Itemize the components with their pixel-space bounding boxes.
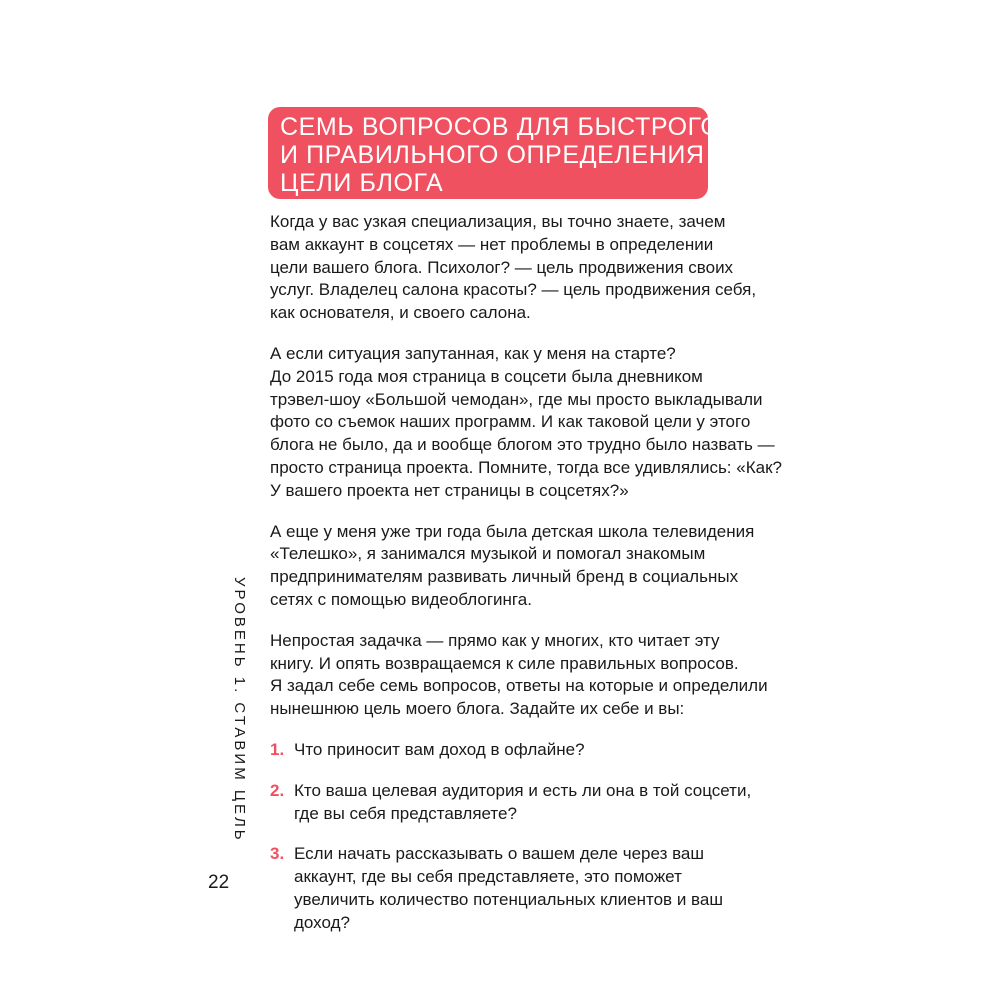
text-line: блога не было, да и вообще блогом это трудно было назвать — xyxy=(270,435,775,455)
text-line: Я задал себе семь вопросов, ответы на которые и определили xyxy=(270,676,768,696)
list-item xyxy=(270,843,790,934)
list-item xyxy=(270,739,790,762)
text-line: просто страница проекта. Помните, тогда все удивлялись: «Как? xyxy=(270,457,782,477)
list-number: 1. xyxy=(270,739,285,759)
text-line: «Телешко», я занимался музыкой и помогал знакомым xyxy=(270,544,706,564)
text-line: У вашего проекта нет страницы в соцсетях?» xyxy=(270,480,629,500)
body-text xyxy=(270,211,790,953)
text-line: сетях с помощью видеоблогинга. xyxy=(270,589,532,609)
text-line: предпринимателям развивать личный бренд в социальных xyxy=(270,567,739,587)
heading-line: И ПРАВИЛЬНОГО ОПРЕДЕЛЕНИЯ xyxy=(280,141,705,169)
paragraph-school xyxy=(270,521,790,612)
text-line: Непростая задачка — прямо как у многих, кто читает эту xyxy=(270,630,720,650)
text-line: доход? xyxy=(294,912,350,932)
paragraph-questions-intro xyxy=(270,630,790,721)
section-heading xyxy=(268,107,721,199)
text-line: трэвел-шоу «Большой чемодан», где мы просто выкладывали xyxy=(270,389,763,409)
text-line: Когда у вас узкая специализация, вы точно знаете, зачем xyxy=(270,212,726,231)
list-item xyxy=(270,780,790,826)
list-number: 2. xyxy=(270,780,285,800)
text-line: увеличить количество потенциальных клиентов и ваш xyxy=(294,889,723,909)
page-number: 22 xyxy=(208,872,230,893)
list-number: 3. xyxy=(270,844,285,864)
text-line: Кто ваша целевая аудитория и есть ли она в той соцсети, xyxy=(294,780,752,800)
text-line: А еще у меня уже три года была детская школа телевидения xyxy=(270,521,755,541)
heading-line: СЕМЬ ВОПРОСОВ ДЛЯ БЫСТРОГО xyxy=(280,113,721,141)
text-line: Если начать рассказывать о вашем деле через ваш xyxy=(294,844,705,864)
text-line: А если ситуация запутанная, как у меня на старте? xyxy=(270,343,676,363)
heading-line: ЦЕЛИ БЛОГА xyxy=(280,169,444,197)
paragraph-story xyxy=(270,343,790,503)
text-line: Что приносит вам доход в офлайне? xyxy=(294,739,585,759)
text-line: книгу. И опять возвращаемся к силе правильных вопросов. xyxy=(270,653,739,673)
text-line: До 2015 года моя страница в соцсети была дневником xyxy=(270,366,703,386)
text-line: фото со съемок наших программ. И как таковой цели у этого xyxy=(270,412,751,432)
text-line: где вы себя представляете? xyxy=(294,803,517,823)
chapter-side-label: УРОВЕНЬ 1. СТАВИМ ЦЕЛЬ xyxy=(231,577,248,843)
text-line: как основателя, и своего салона. xyxy=(270,303,531,323)
text-line: цели вашего блога. Психолог? — цель продвижения своих xyxy=(270,257,734,277)
text-line: услуг. Владелец салона красоты? — цель продвижения себя, xyxy=(270,280,757,300)
text-line: нынешнюю цель моего блога. Задайте их себе и вы: xyxy=(270,699,685,719)
paragraph-intro xyxy=(270,211,790,325)
text-line: аккаунт, где вы себя представляете, это поможет xyxy=(294,867,682,887)
text-line: вам аккаунт в соцсетях — нет проблемы в определении xyxy=(270,234,714,254)
